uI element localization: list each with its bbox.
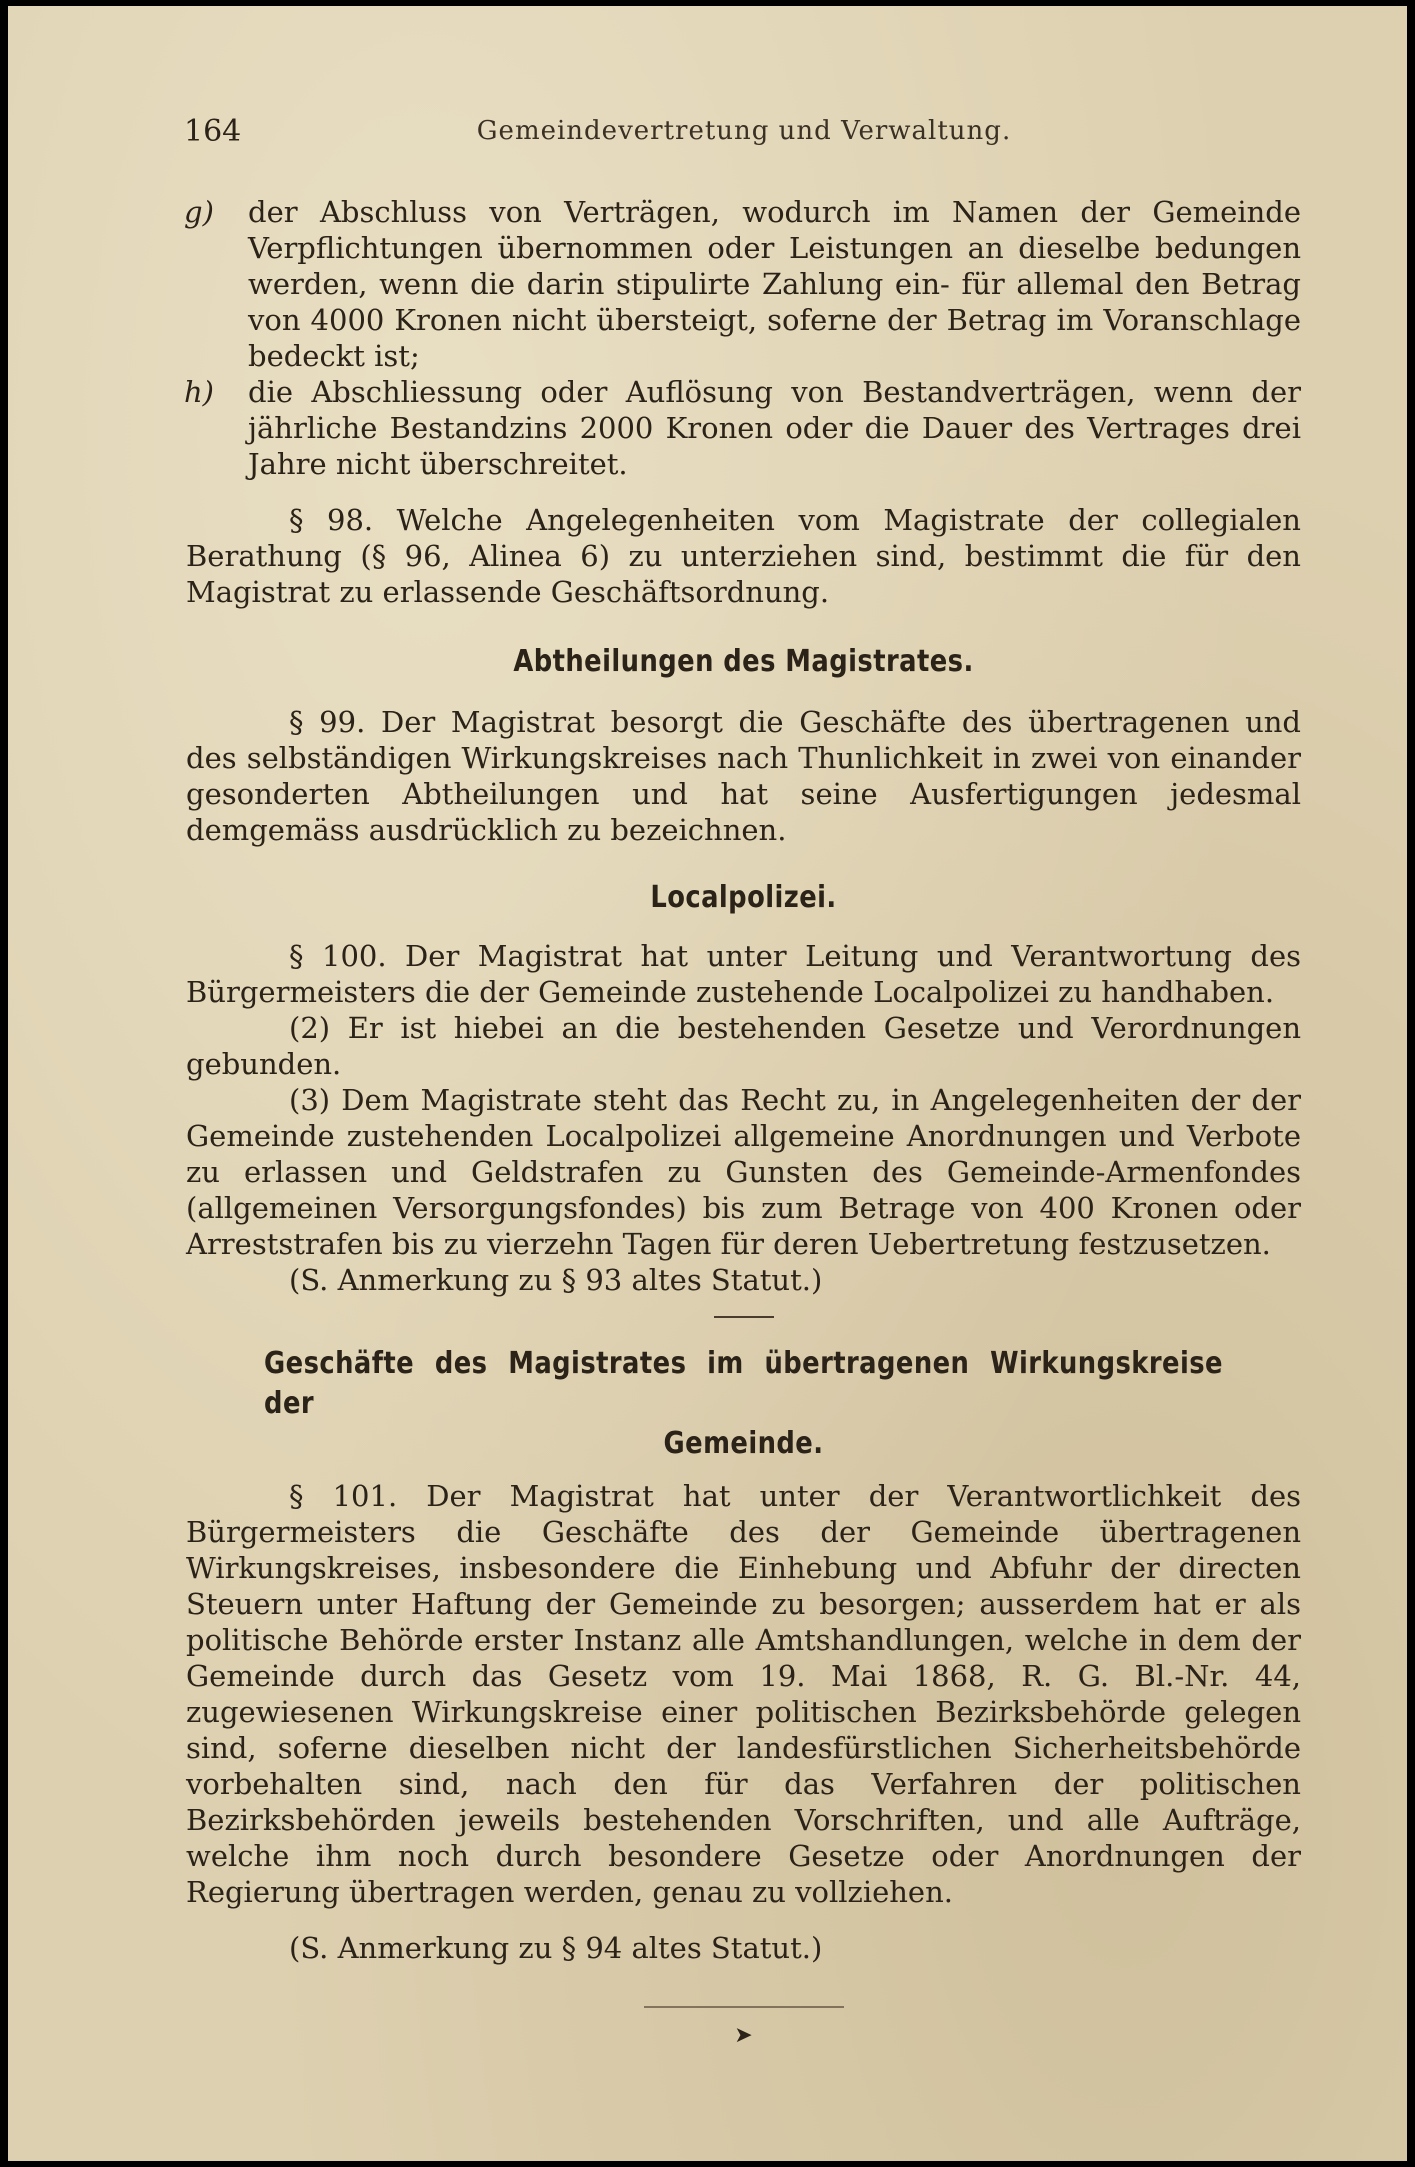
section-heading-localpolizei: Localpolizei. — [650, 880, 837, 915]
running-title: Gemeindevertretung und Verwaltung. — [476, 116, 1012, 146]
paragraph-99: § 99. Der Magistrat besorgt die Geschäfte des übertragenen und des selbständigen Wirkungskreises nach Thunlichkeit in zwei von einander gesonderten Abtheilungen und hat seine Ausfertigungen jedesmal demgemäss ausdrücklich zu bezeichnen. — [186, 705, 1301, 847]
end-divider — [644, 2006, 844, 2008]
list-item-h — [142, 374, 1301, 482]
page-number: 164 — [184, 114, 242, 149]
section-heading-abtheilungen: Abtheilungen des Magistrates. — [513, 644, 974, 679]
list-item-g — [142, 194, 1301, 374]
heading-line-1: Geschäfte des Magistrates im übertragenen Wirkungskreise der — [264, 1346, 1223, 1421]
paragraph-101: § 101. Der Magistrat hat unter der Verantwortlichkeit des Bürgermeisters die Geschäfte des der Gemeinde übertragenen Wirkungskreises, insbesondere die Einhebung und Abfuhr der directen Steuern unter Haftung der Gemeinde zu besorgen; ausserdem hat er als politische Behörde erster Instanz alle Amtshandlungen, welche in dem der Gemeinde durch das Gesetz vom 19. Mai 1868, R. G. Bl.-Nr. 44, zugewiesenen Wirkungskreise einer politischen Bezirksbehörde gelegen sind, soferne dieselben nicht der landesfürstlichen Sicherheitsbehörde vorbehalten sind, nach den für das Verfahren der politischen Bezirksbehörden jeweils bestehenden Vorschriften, und alle Aufträge, welche ihm noch durch besondere Gesetze oder Anordnungen der Regierung übertragen werden, genau zu vollziehen. — [186, 1479, 1301, 1909]
item-marker: g) — [184, 195, 214, 229]
paragraph-98: § 98. Welche Angelegenheiten vom Magistrate der collegialen Berathung (§ 96, Alinea 6) zu unterziehen sind, bestimmt die für den Magistrat zu erlassende Geschäftsordnung. — [186, 503, 1301, 609]
item-text: der Abschluss von Verträgen, wodurch im Namen der Gemeinde Verpflichtungen übernommen oder Leistungen an dieselbe bedungen werden, wenn die darin stipulirte Zahlung ein- für allemal den Betrag von 4000 Kronen nicht übersteigt, soferne der Betrag im Voranschlage bedeckt ist; — [248, 195, 1301, 373]
book-page — [8, 6, 1407, 2161]
section-divider — [714, 1316, 774, 1318]
page-body — [186, 194, 1301, 2054]
section-heading-geschaefte — [264, 1344, 1223, 1464]
page-header — [184, 114, 1304, 158]
end-arrow-icon: ➤ — [734, 2023, 753, 2048]
item-marker: h) — [184, 375, 214, 409]
heading-line-2: Gemeinde. — [663, 1426, 824, 1461]
paragraph-100-3: (3) Dem Magistrate steht das Recht zu, in Angelegenheiten der der Gemeinde zustehenden Localpolizei allgemeine Anordnungen und Verbote zu erlassen und Geldstrafen zu Gunsten des Gemeinde-Armenfondes (allgemeinen Versorgungsfondes) bis zum Betrage von 400 Kronen oder Arreststrafen bis zu vierzehn Tagen für deren Uebertretung festzusetzen. — [186, 1083, 1301, 1261]
note-94: (S. Anmerkung zu § 94 altes Statut.) — [289, 1931, 823, 1965]
paragraph-100: § 100. Der Magistrat hat unter Leitung und Verantwortung des Bürgermeisters die der Gemeinde zustehende Localpolizei zu handhaben. — [186, 939, 1301, 1009]
note-93: (S. Anmerkung zu § 93 altes Statut.) — [289, 1263, 823, 1297]
item-text: die Abschliessung oder Auflösung von Bestandverträgen, wenn der jährliche Bestandzins 2000 Kronen oder die Dauer des Vertrages drei Jahre nicht überschreitet. — [248, 375, 1301, 481]
paragraph-100-2: (2) Er ist hiebei an die bestehenden Gesetze und Verordnungen gebunden. — [186, 1011, 1301, 1081]
